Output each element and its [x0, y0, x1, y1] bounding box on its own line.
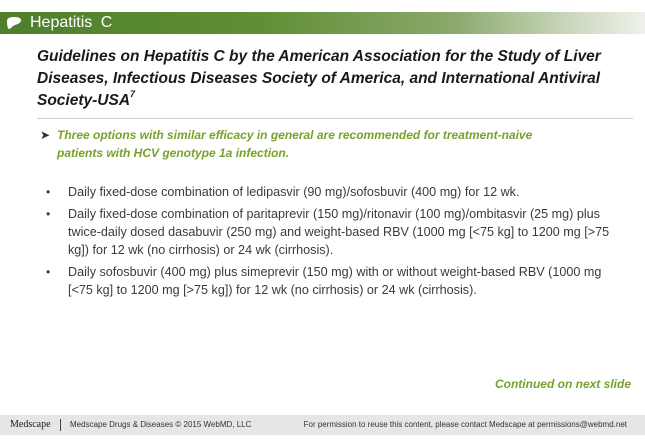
footer-permission: For permission to reuse this content, please contact Medscape at permissions@webmd.net: [303, 420, 627, 429]
medscape-logo: Medscape: [10, 419, 51, 430]
list-item-text: Daily fixed-dose combination of paritaprevir (150 mg)/ritonavir (100 mg)/ombitasvir (25 mg) plus twice-daily dosed dasabuvir (250 mg) and weight-based RBV (1000 mg [<75 kg] to 1200 mg [>75 kg]) for 12 wk (no cirrhosis) or 24 wk (cirrhosis).: [68, 207, 610, 257]
continued-label: Continued on next slide: [494, 377, 631, 391]
header-title: Hepatitis C: [30, 14, 113, 31]
list-item: [46, 263, 626, 299]
footer-copyright: Medscape Drugs & Diseases © 2015 WebMD, LLC: [70, 420, 252, 429]
list-item-text: Daily fixed-dose combination of ledipasvir (90 mg)/sofosbuvir (400 mg) for 12 wk.: [68, 185, 520, 199]
bullet-dot-icon: •: [46, 265, 51, 279]
slide-heading: [37, 46, 627, 112]
list-item-text: Daily sofosbuvir (400 mg) plus simeprevir (150 mg) with or without weight-based RBV (1000 mg [<75 kg] to 1200 mg [>75 kg]) for 12 wk (no cirrhosis) or 24 wk (cirrhosis).: [68, 265, 602, 297]
list-item: [46, 205, 626, 259]
slide-heading-text: Guidelines on Hepatitis C by the American Association for the Study of Liver Diseases, Infectious Diseases Society of America, and International Antiviral Society-USA: [37, 48, 601, 109]
footer-bar: [0, 415, 645, 435]
liver-icon: [6, 15, 22, 31]
divider: [37, 118, 633, 119]
heading-reference: 7: [130, 88, 136, 99]
bullet-dot-icon: •: [46, 207, 51, 221]
sub-point-text: Three options with similar efficacy in general are recommended for treatment-naive patients with HCV genotype 1a infection.: [57, 128, 533, 160]
list-item: [46, 183, 626, 201]
bullet-list: [46, 183, 626, 303]
bullet-dot-icon: •: [46, 185, 51, 199]
sub-point: [40, 126, 560, 162]
footer-separator: [60, 419, 61, 431]
arrow-bullet-icon: ➤: [40, 128, 51, 142]
header-bar: [0, 12, 645, 34]
